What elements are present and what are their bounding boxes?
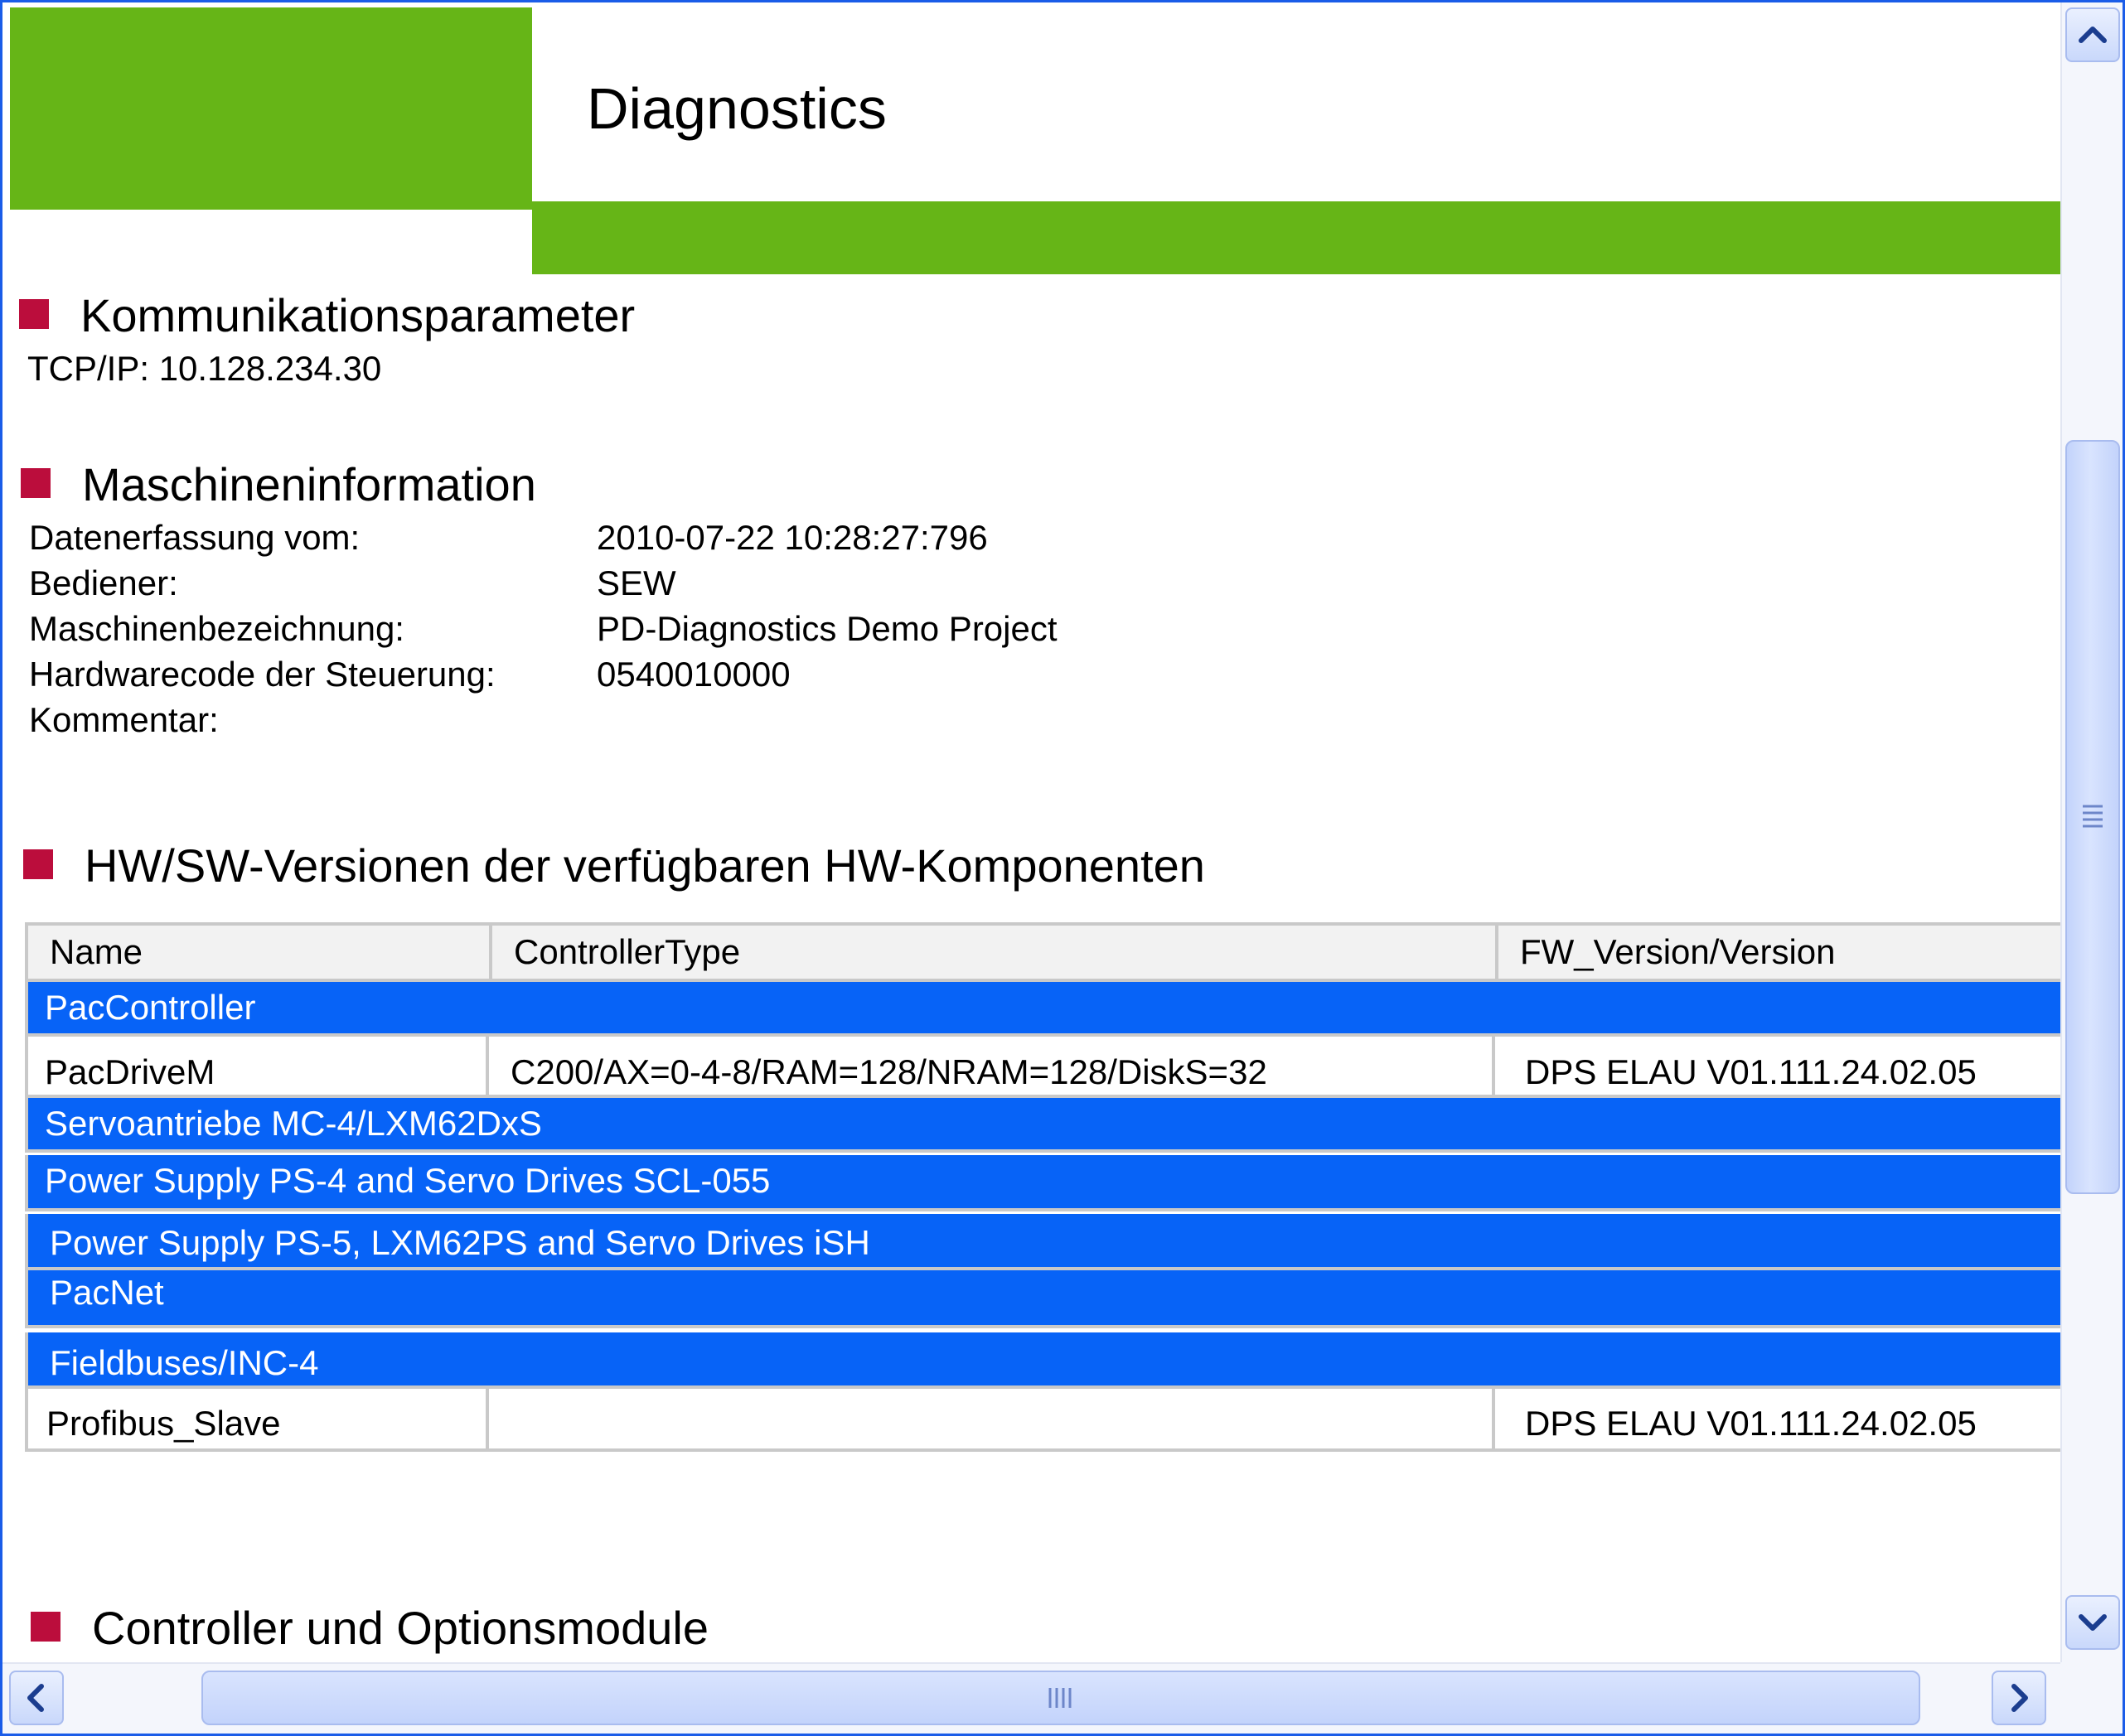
chevron-left-icon xyxy=(11,1672,62,1724)
chevron-down-icon xyxy=(2067,1597,2118,1648)
table-row[interactable] xyxy=(25,1389,2060,1452)
header-green-bar xyxy=(532,201,2060,274)
section-title: Controller und Optionsmodule xyxy=(92,1602,709,1654)
table-header-row xyxy=(25,922,2060,982)
horizontal-scrollbar[interactable] xyxy=(2,1662,2060,1734)
section-title: Kommunikationsparameter xyxy=(80,289,636,341)
info-label-maschinenbezeichnung: Maschinenbezeichnung: xyxy=(29,609,404,648)
scroll-right-button[interactable] xyxy=(1992,1671,2046,1725)
group-row-paccontroller[interactable]: PacController xyxy=(25,982,2060,1037)
horizontal-scroll-thumb[interactable] xyxy=(201,1671,1920,1725)
scroll-up-button[interactable] xyxy=(2065,7,2120,62)
column-header-controller-type[interactable]: ControllerType xyxy=(492,926,1498,979)
section-title: HW/SW-Versionen der verfügbaren HW-Komponenten xyxy=(85,839,1205,892)
info-value-bediener: SEW xyxy=(597,563,676,602)
group-row-servoantriebe[interactable]: Servoantriebe MC-4/LXM62DxS xyxy=(25,1098,2060,1153)
info-label-datenerfassung: Datenerfassung vom: xyxy=(29,518,361,557)
scrollbar-corner xyxy=(2060,1662,2123,1734)
scroll-left-button[interactable] xyxy=(9,1671,64,1725)
content-viewport xyxy=(2,2,2060,1662)
chevron-right-icon xyxy=(1993,1672,2045,1724)
info-label-bediener: Bediener: xyxy=(29,563,178,602)
column-header-name[interactable]: Name xyxy=(28,926,492,979)
cell-fw-version: DPS ELAU V01.111.24.02.05 xyxy=(1525,1052,1977,1091)
vertical-scroll-thumb[interactable] xyxy=(2065,440,2120,1194)
cell-controller-type xyxy=(489,1389,1495,1448)
group-row-pacnet[interactable]: PacNet xyxy=(25,1270,2060,1328)
info-label-hardwarecode: Hardwarecode der Steuerung: xyxy=(29,655,496,694)
info-value-hardwarecode: 0540010000 xyxy=(597,655,791,694)
table-row[interactable] xyxy=(25,1037,2060,1098)
cell-controller-type: C200/AX=0-4-8/RAM=128/NRAM=128/DiskS=32 xyxy=(489,1037,1495,1095)
cell-fw-version: DPS ELAU V01.111.24.02.05 xyxy=(1525,1404,1977,1443)
scroll-down-button[interactable] xyxy=(2065,1595,2120,1650)
group-row-fieldbuses[interactable]: Fieldbuses/INC-4 xyxy=(25,1332,2060,1389)
cell-name: Profibus_Slave xyxy=(28,1389,489,1448)
group-row-power-supply-ps4[interactable]: Power Supply PS-4 and Servo Drives SCL-055 xyxy=(25,1155,2060,1211)
square-bullet-icon xyxy=(31,1612,61,1642)
square-bullet-icon xyxy=(19,299,49,329)
grip-icon xyxy=(2081,802,2104,832)
column-header-fw-version[interactable]: FW_Version/Version xyxy=(1520,932,1836,971)
cell-name: PacDriveM xyxy=(28,1037,489,1095)
tcp-ip-label: TCP/IP: 10.128.234.30 xyxy=(27,349,382,388)
page-title: Diagnostics xyxy=(587,76,887,141)
info-label-kommentar: Kommentar: xyxy=(29,700,219,739)
versions-table xyxy=(25,922,2060,1454)
info-value-datenerfassung: 2010-07-22 10:28:27:796 xyxy=(597,518,988,557)
square-bullet-icon xyxy=(23,849,53,879)
vertical-scrollbar[interactable] xyxy=(2060,2,2123,1662)
section-title: Maschineninformation xyxy=(82,458,536,510)
chevron-up-icon xyxy=(2067,9,2118,60)
grip-icon xyxy=(1046,1686,1076,1709)
header-green-block xyxy=(10,7,532,210)
square-bullet-icon xyxy=(21,468,51,498)
group-row-power-supply-ps5[interactable]: Power Supply PS-5, LXM62PS and Servo Drives iSH xyxy=(25,1214,2060,1270)
info-value-maschinenbezeichnung: PD-Diagnostics Demo Project xyxy=(597,609,1058,648)
